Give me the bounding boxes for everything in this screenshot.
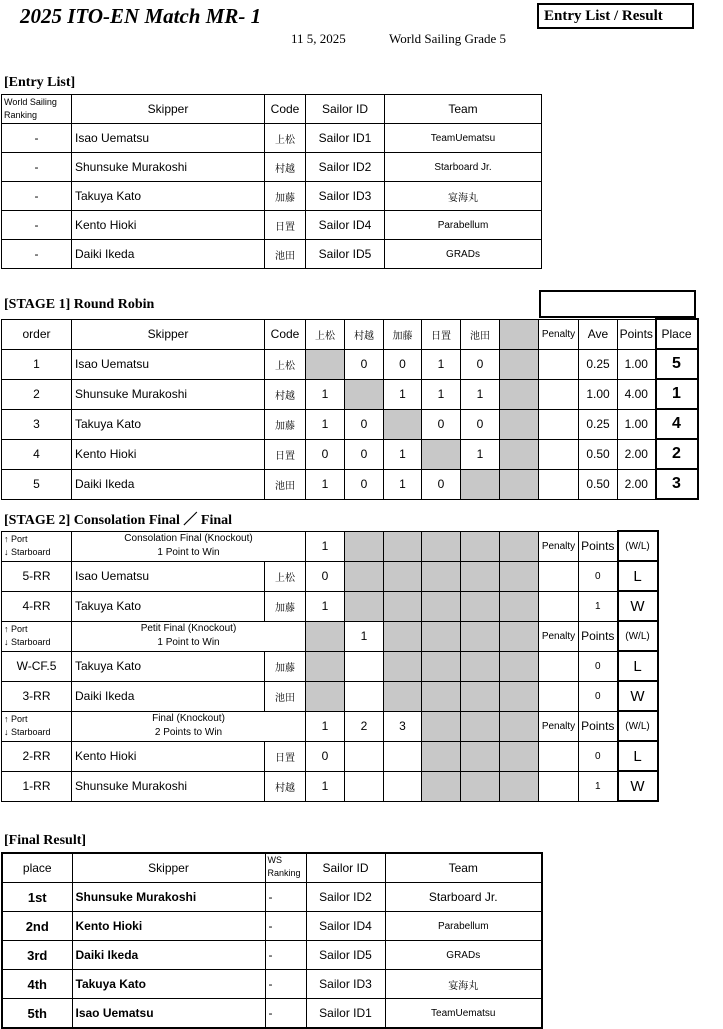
entry-list-heading: [Entry List] xyxy=(4,75,76,90)
rr-result: 0 xyxy=(461,409,500,439)
port-arrow-label: ↑ Port xyxy=(4,624,28,634)
blank-cell xyxy=(500,711,539,741)
result-skipper: Isao Uematsu xyxy=(72,999,265,1029)
col-header-wl: (W/L) xyxy=(618,621,658,651)
blank-cell xyxy=(461,561,500,591)
ko-seed: 5-RR xyxy=(2,561,72,591)
ko-skipper: Isao Uematsu xyxy=(72,561,265,591)
col-header-code: Code xyxy=(265,319,306,349)
ko-race-result: 0 xyxy=(306,741,345,771)
consolation-title-cell xyxy=(72,531,306,561)
blank-cell xyxy=(500,651,539,681)
starboard-arrow-label: ↓ Starboard xyxy=(4,547,51,557)
entry-list-header-row xyxy=(2,95,542,124)
rr-place: 3 xyxy=(656,469,698,499)
entry-skipper: Takuya Kato xyxy=(72,182,265,211)
col-header-points: Points xyxy=(579,531,618,561)
col-header-sailor-id: Sailor ID xyxy=(306,853,385,883)
rr-result: 0 xyxy=(345,349,384,379)
race-number: 1 xyxy=(345,621,384,651)
result-skipper: Kento Hioki xyxy=(72,912,265,941)
ko-wl: W xyxy=(618,771,658,801)
blank-cell xyxy=(500,409,539,439)
rr-code: 村越 xyxy=(265,379,306,409)
blank-cell xyxy=(422,711,461,741)
blank-cell xyxy=(345,531,384,561)
table-row xyxy=(2,591,658,621)
rr-result: 1 xyxy=(384,379,422,409)
rr-code: 上松 xyxy=(265,349,306,379)
blank-cell xyxy=(306,681,345,711)
entry-skipper: Shunsuke Murakoshi xyxy=(72,153,265,182)
col-header-penalty: Penalty xyxy=(539,319,579,349)
rr-result: 0 xyxy=(306,439,345,469)
race-number: 1 xyxy=(306,711,345,741)
result-skipper: Daiki Ikeda xyxy=(72,941,265,970)
blank-cell xyxy=(384,591,422,621)
ko-race-result: 1 xyxy=(306,771,345,801)
table-row xyxy=(2,561,658,591)
rr-points: 2.00 xyxy=(618,439,656,469)
blank-cell xyxy=(500,621,539,651)
blank-cell xyxy=(422,741,461,771)
col-header-place: place xyxy=(2,853,72,883)
rr-ave: 0.50 xyxy=(579,469,618,499)
table-row xyxy=(2,912,542,941)
entry-skipper: Isao Uematsu xyxy=(72,124,265,153)
blank-cell xyxy=(461,681,500,711)
rr-result: 1 xyxy=(384,439,422,469)
result-sailor-id: Sailor ID5 xyxy=(306,941,385,970)
consolation-subtitle: 1 Point to Win xyxy=(157,547,220,558)
final-header-row xyxy=(2,711,658,741)
race-number: 2 xyxy=(345,711,384,741)
blank-cell xyxy=(500,379,539,409)
ko-code: 村越 xyxy=(265,771,306,801)
result-place: 2nd xyxy=(2,912,72,941)
ko-penalty xyxy=(539,681,579,711)
stage1-penalty-header-box xyxy=(539,290,696,318)
blank-cell xyxy=(306,651,345,681)
final-result-header-row xyxy=(2,853,542,883)
entry-sailor-id: Sailor ID3 xyxy=(306,182,385,211)
result-team: Parabellum xyxy=(385,912,542,941)
result-ranking: - xyxy=(265,912,306,941)
rr-ave: 0.25 xyxy=(579,409,618,439)
result-place: 5th xyxy=(2,999,72,1029)
ko-wl: W xyxy=(618,591,658,621)
result-team: 宴海丸 xyxy=(385,970,542,999)
col-header-opponent: 池田 xyxy=(461,319,500,349)
entry-rank: - xyxy=(2,182,72,211)
entry-code: 上松 xyxy=(265,124,306,153)
table-row xyxy=(2,124,542,153)
result-sailor-id: Sailor ID1 xyxy=(306,999,385,1029)
result-place: 1st xyxy=(2,883,72,912)
ko-points: 1 xyxy=(579,771,618,801)
table-row xyxy=(2,883,542,912)
event-date: 11 5, 2025 xyxy=(291,31,346,46)
col-header-opponent: 加藤 xyxy=(384,319,422,349)
entry-rank: - xyxy=(2,153,72,182)
blank-cell xyxy=(500,591,539,621)
entry-team: GRADs xyxy=(385,240,542,269)
result-team: TeamUematsu xyxy=(385,999,542,1029)
rr-points: 1.00 xyxy=(618,409,656,439)
port-arrow-label: ↑ Port xyxy=(4,534,28,544)
entry-team: Starboard Jr. xyxy=(385,153,542,182)
blank-cell xyxy=(461,711,500,741)
blank-cell xyxy=(500,349,539,379)
blank-cell xyxy=(461,651,500,681)
table-row xyxy=(2,771,658,801)
result-ranking: - xyxy=(265,941,306,970)
blank-cell xyxy=(461,741,500,771)
ko-code: 加藤 xyxy=(265,591,306,621)
rr-place: 2 xyxy=(656,439,698,469)
rr-result: 1 xyxy=(461,439,500,469)
rr-self-cell xyxy=(461,469,500,499)
blank-cell xyxy=(500,681,539,711)
ko-race-result xyxy=(345,771,384,801)
starboard-arrow-label: ↓ Starboard xyxy=(4,727,51,737)
result-skipper: Shunsuke Murakoshi xyxy=(72,883,265,912)
ko-seed: 1-RR xyxy=(2,771,72,801)
ko-penalty xyxy=(539,741,579,771)
col-header-penalty: Penalty xyxy=(539,621,579,651)
table-row xyxy=(2,681,658,711)
blank-cell xyxy=(500,469,539,499)
rr-skipper: Takuya Kato xyxy=(72,409,265,439)
stage2-heading: [STAGE 2] Consolation Final ／ Final xyxy=(4,513,233,528)
ko-points: 1 xyxy=(579,591,618,621)
petit-title: Petit Final (Knockout) xyxy=(140,623,237,634)
entry-team: TeamUematsu xyxy=(385,124,542,153)
petit-header-row xyxy=(2,621,658,651)
entry-team: 宴海丸 xyxy=(385,182,542,211)
ko-wl: L xyxy=(618,651,658,681)
entry-code: 加藤 xyxy=(265,182,306,211)
rr-skipper: Daiki Ikeda xyxy=(72,469,265,499)
ko-skipper: Shunsuke Murakoshi xyxy=(72,771,265,801)
blank-cell xyxy=(384,621,422,651)
ko-wl: W xyxy=(618,681,658,711)
blank-cell xyxy=(384,651,422,681)
ko-race-result xyxy=(345,651,384,681)
rr-order: 1 xyxy=(2,349,72,379)
table-row xyxy=(2,469,698,499)
rr-skipper: Kento Hioki xyxy=(72,439,265,469)
entry-sailor-id: Sailor ID1 xyxy=(306,124,385,153)
col-header-penalty: Penalty xyxy=(539,711,579,741)
blank-cell xyxy=(345,591,384,621)
race-number: 3 xyxy=(384,711,422,741)
rr-result: 1 xyxy=(422,379,461,409)
ko-skipper: Takuya Kato xyxy=(72,591,265,621)
result-sailor-id: Sailor ID3 xyxy=(306,970,385,999)
final-title-cell xyxy=(72,711,306,741)
ko-race-result xyxy=(384,771,422,801)
rr-order: 2 xyxy=(2,379,72,409)
entry-rank: - xyxy=(2,124,72,153)
rr-place: 4 xyxy=(656,409,698,439)
petit-subtitle: 1 Point to Win xyxy=(157,637,220,648)
knockout-table xyxy=(1,530,659,802)
result-ranking: - xyxy=(265,999,306,1029)
ko-seed: 2-RR xyxy=(2,741,72,771)
result-team: GRADs xyxy=(385,941,542,970)
final-title: Final (Knockout) xyxy=(152,713,225,724)
col-header-wl: (W/L) xyxy=(618,531,658,561)
blank-cell xyxy=(345,561,384,591)
table-row xyxy=(2,970,542,999)
col-header-opponent: 日置 xyxy=(422,319,461,349)
rr-result: 0 xyxy=(345,439,384,469)
final-subtitle: 2 Points to Win xyxy=(154,727,223,738)
col-header-ws-ranking: WS Ranking xyxy=(265,853,306,883)
rr-self-cell xyxy=(306,349,345,379)
rr-penalty xyxy=(539,439,579,469)
entry-list-table xyxy=(1,94,542,269)
blank-cell xyxy=(306,621,345,651)
rr-result: 1 xyxy=(422,349,461,379)
rr-place: 5 xyxy=(656,349,698,379)
port-arrow-label: ↑ Port xyxy=(4,714,28,724)
ko-points: 0 xyxy=(579,681,618,711)
result-sailor-id: Sailor ID4 xyxy=(306,912,385,941)
result-place: 4th xyxy=(2,970,72,999)
rr-code: 加藤 xyxy=(265,409,306,439)
col-header-skipper: Skipper xyxy=(72,853,265,883)
round-robin-header-row xyxy=(2,319,698,349)
stage1-heading: [STAGE 1] Round Robin xyxy=(4,297,155,312)
blank-cell xyxy=(500,319,539,349)
ko-code: 日置 xyxy=(265,741,306,771)
rr-result: 0 xyxy=(422,469,461,499)
result-skipper: Takuya Kato xyxy=(72,970,265,999)
col-header-penalty: Penalty xyxy=(539,531,579,561)
final-result-table xyxy=(1,852,543,1029)
rr-code: 日置 xyxy=(265,439,306,469)
rr-ave: 1.00 xyxy=(579,379,618,409)
petit-title-cell xyxy=(72,621,306,651)
table-row xyxy=(2,349,698,379)
direction-legend xyxy=(2,711,72,741)
table-row xyxy=(2,439,698,469)
col-header-order: order xyxy=(2,319,72,349)
blank-cell xyxy=(500,561,539,591)
col-header-place: Place xyxy=(656,319,698,349)
rr-ave: 0.50 xyxy=(579,439,618,469)
ko-seed: 4-RR xyxy=(2,591,72,621)
table-row xyxy=(2,211,542,240)
table-row xyxy=(2,153,542,182)
col-header-opponent: 村越 xyxy=(345,319,384,349)
event-grade: World Sailing Grade 5 xyxy=(389,31,507,46)
table-row xyxy=(2,409,698,439)
blank-cell xyxy=(500,771,539,801)
table-row xyxy=(2,941,542,970)
rr-order: 5 xyxy=(2,469,72,499)
rr-skipper: Isao Uematsu xyxy=(72,349,265,379)
ko-code: 池田 xyxy=(265,681,306,711)
starboard-arrow-label: ↓ Starboard xyxy=(4,637,51,647)
rr-self-cell xyxy=(422,439,461,469)
rr-points: 1.00 xyxy=(618,349,656,379)
result-team: Starboard Jr. xyxy=(385,883,542,912)
ko-skipper: Kento Hioki xyxy=(72,741,265,771)
ko-skipper: Daiki Ikeda xyxy=(72,681,265,711)
document-type-badge: Entry List / Result xyxy=(537,3,694,29)
col-header-points: Points xyxy=(579,621,618,651)
result-ranking: - xyxy=(265,883,306,912)
ko-wl: L xyxy=(618,561,658,591)
ko-seed: W-CF.5 xyxy=(2,651,72,681)
result-ranking: - xyxy=(265,970,306,999)
entry-skipper: Daiki Ikeda xyxy=(72,240,265,269)
rr-points: 2.00 xyxy=(618,469,656,499)
blank-cell xyxy=(461,771,500,801)
col-header-points: Points xyxy=(579,711,618,741)
col-header-team: Team xyxy=(385,95,542,124)
ko-race-result xyxy=(345,681,384,711)
blank-cell xyxy=(500,531,539,561)
blank-cell xyxy=(422,561,461,591)
rr-result: 0 xyxy=(345,469,384,499)
rr-result: 1 xyxy=(306,379,345,409)
blank-cell xyxy=(500,741,539,771)
ko-skipper: Takuya Kato xyxy=(72,651,265,681)
ko-points: 0 xyxy=(579,561,618,591)
rr-ave: 0.25 xyxy=(579,349,618,379)
entry-sailor-id: Sailor ID5 xyxy=(306,240,385,269)
blank-cell xyxy=(461,591,500,621)
entry-code: 池田 xyxy=(265,240,306,269)
col-header-skipper: Skipper xyxy=(72,319,265,349)
ko-race-result: 1 xyxy=(306,591,345,621)
col-header-opponent: 上松 xyxy=(306,319,345,349)
ko-penalty xyxy=(539,771,579,801)
blank-cell xyxy=(422,651,461,681)
table-row xyxy=(2,182,542,211)
rr-place: 1 xyxy=(656,379,698,409)
ko-points: 0 xyxy=(579,651,618,681)
entry-skipper: Kento Hioki xyxy=(72,211,265,240)
table-row xyxy=(2,379,698,409)
blank-cell xyxy=(461,531,500,561)
blank-cell xyxy=(422,591,461,621)
ko-penalty xyxy=(539,651,579,681)
final-result-heading: [Final Result] xyxy=(4,833,87,848)
rr-penalty xyxy=(539,379,579,409)
ko-code: 加藤 xyxy=(265,651,306,681)
ko-race-result: 0 xyxy=(306,561,345,591)
entry-team: Parabellum xyxy=(385,211,542,240)
blank-cell xyxy=(422,621,461,651)
col-header-team: Team xyxy=(385,853,542,883)
col-header-code: Code xyxy=(265,95,306,124)
table-row xyxy=(2,651,658,681)
rr-result: 1 xyxy=(306,469,345,499)
rr-self-cell xyxy=(384,409,422,439)
entry-sailor-id: Sailor ID4 xyxy=(306,211,385,240)
rr-result: 1 xyxy=(384,469,422,499)
consolation-header-row xyxy=(2,531,658,561)
result-place: 3rd xyxy=(2,941,72,970)
rr-code: 池田 xyxy=(265,469,306,499)
race-number: 1 xyxy=(306,531,345,561)
col-header-points: Points xyxy=(618,319,656,349)
col-header-sailor-id: Sailor ID xyxy=(306,95,385,124)
ko-race-result xyxy=(345,741,384,771)
rr-points: 4.00 xyxy=(618,379,656,409)
rr-result: 0 xyxy=(384,349,422,379)
blank-cell xyxy=(384,681,422,711)
ko-wl: L xyxy=(618,741,658,771)
blank-cell xyxy=(384,531,422,561)
rr-result: 1 xyxy=(306,409,345,439)
ko-race-result xyxy=(384,741,422,771)
col-header-ave: Ave xyxy=(579,319,618,349)
rr-penalty xyxy=(539,349,579,379)
direction-legend xyxy=(2,531,72,561)
ko-code: 上松 xyxy=(265,561,306,591)
ko-penalty xyxy=(539,591,579,621)
col-header-wl: (W/L) xyxy=(618,711,658,741)
entry-code: 村越 xyxy=(265,153,306,182)
direction-legend xyxy=(2,621,72,651)
ko-seed: 3-RR xyxy=(2,681,72,711)
blank-cell xyxy=(422,681,461,711)
rr-result: 0 xyxy=(345,409,384,439)
page-title: 2025 ITO-EN Match MR- 1 xyxy=(20,4,262,28)
ko-penalty xyxy=(539,561,579,591)
table-row xyxy=(2,741,658,771)
consolation-title: Consolation Final (Knockout) xyxy=(124,533,253,544)
entry-sailor-id: Sailor ID2 xyxy=(306,153,385,182)
blank-cell xyxy=(384,561,422,591)
entry-code: 日置 xyxy=(265,211,306,240)
rr-self-cell xyxy=(345,379,384,409)
rr-skipper: Shunsuke Murakoshi xyxy=(72,379,265,409)
blank-cell xyxy=(500,439,539,469)
rr-result: 0 xyxy=(422,409,461,439)
blank-cell xyxy=(422,531,461,561)
rr-penalty xyxy=(539,469,579,499)
entry-rank: - xyxy=(2,240,72,269)
result-sailor-id: Sailor ID2 xyxy=(306,883,385,912)
blank-cell xyxy=(422,771,461,801)
col-header-ranking: World Sailing Ranking xyxy=(2,95,72,124)
table-row xyxy=(2,240,542,269)
rr-penalty xyxy=(539,409,579,439)
ko-points: 0 xyxy=(579,741,618,771)
blank-cell xyxy=(461,621,500,651)
round-robin-table xyxy=(1,318,699,500)
rr-order: 4 xyxy=(2,439,72,469)
col-header-skipper: Skipper xyxy=(72,95,265,124)
rr-order: 3 xyxy=(2,409,72,439)
rr-result: 1 xyxy=(461,379,500,409)
rr-result: 0 xyxy=(461,349,500,379)
entry-rank: - xyxy=(2,211,72,240)
